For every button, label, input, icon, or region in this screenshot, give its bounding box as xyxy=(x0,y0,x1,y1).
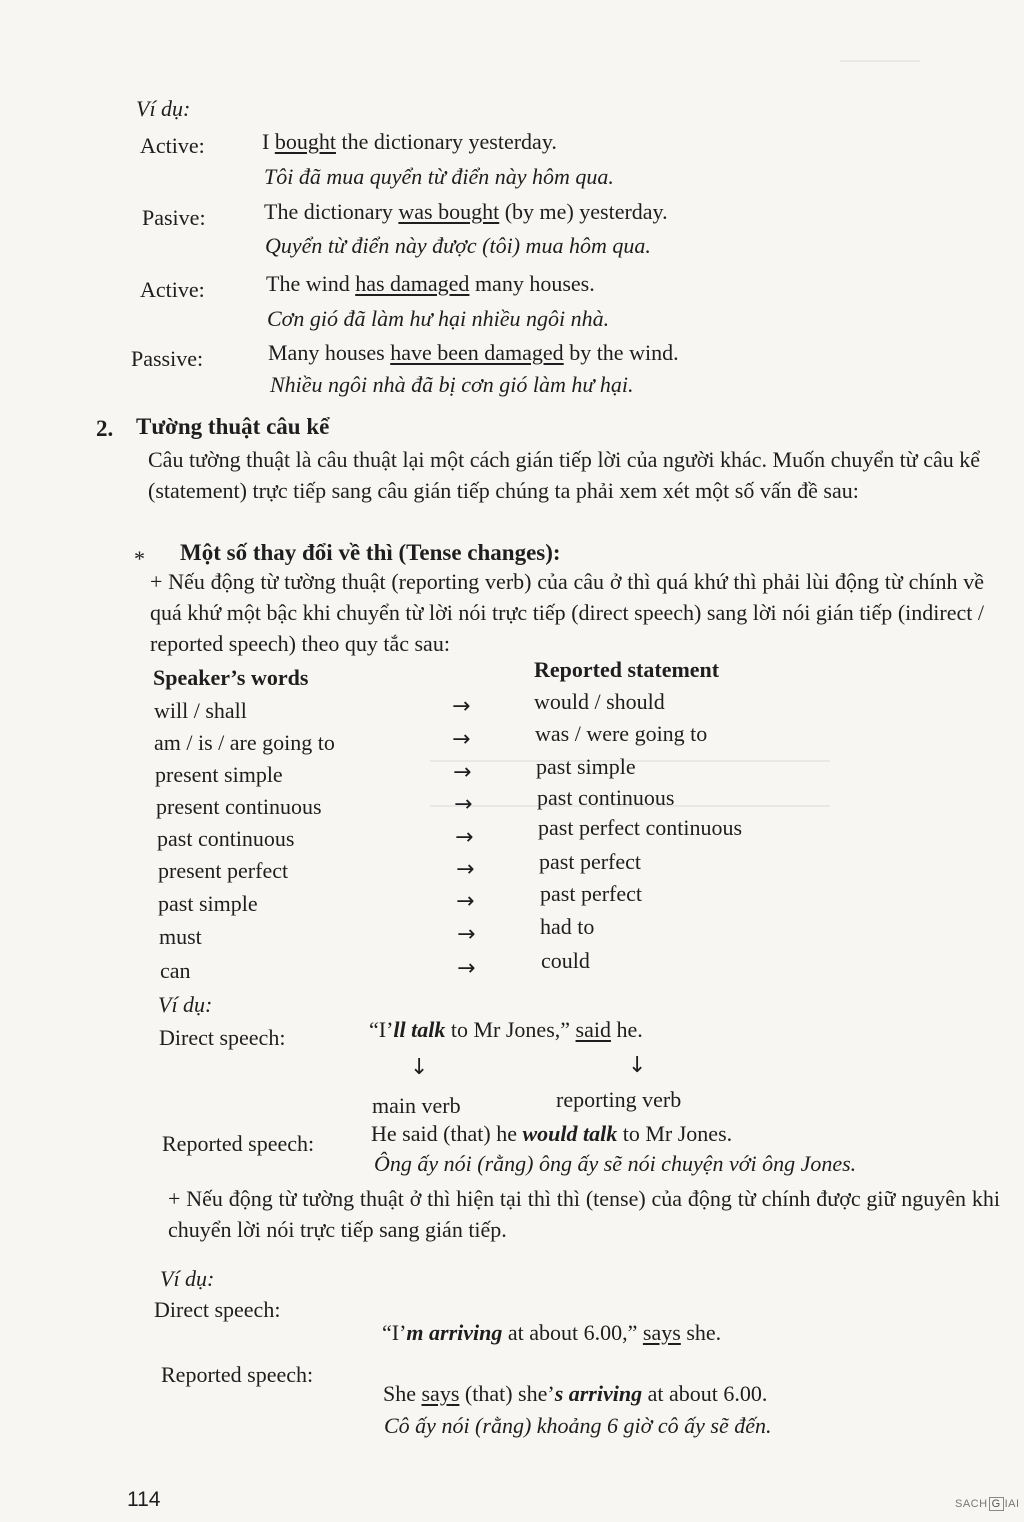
sentence-part: (that) she’ xyxy=(459,1381,555,1406)
down-arrow-icon: ↓ xyxy=(410,1055,429,1080)
example2-reported-label: Reported speech: xyxy=(162,1131,315,1156)
sentence-part: he. xyxy=(610,1017,643,1042)
sentence-part: the dictionary yesterday. xyxy=(335,129,557,154)
table-from: present continuous xyxy=(156,794,322,819)
table-to: would / should xyxy=(534,689,665,714)
sentence-part: at about 6.00. xyxy=(642,1381,768,1406)
example1-vi-du: Ví dụ: xyxy=(136,96,191,121)
example2-vi-du: Ví dụ: xyxy=(158,992,213,1017)
example2-direct-sentence xyxy=(369,1017,643,1043)
table-from: present perfect xyxy=(158,858,289,883)
table-from: can xyxy=(160,958,191,983)
example1-row1-sentence xyxy=(262,129,557,155)
label-reporting-verb: reporting verb xyxy=(556,1087,682,1112)
right-arrow-icon: → xyxy=(452,694,471,719)
sentence-part: she. xyxy=(680,1320,722,1345)
example3-reported-sentence xyxy=(383,1381,767,1407)
example1-row2-sentence xyxy=(264,199,668,225)
table-to: past perfect xyxy=(539,849,641,874)
example3-direct-label: Direct speech: xyxy=(154,1297,281,1322)
right-arrow-icon: → xyxy=(454,792,473,817)
table-from: present simple xyxy=(155,762,283,787)
sentence-part: He said (that) he xyxy=(371,1121,523,1146)
main-verb-text: s arriving xyxy=(554,1381,643,1406)
table-from: am / is / are going to xyxy=(154,730,335,755)
example1-row3-label: Active: xyxy=(140,277,205,302)
example1-row1-translation: Tôi đã mua quyển từ điển này hôm qua. xyxy=(264,164,614,189)
sentence-part: I xyxy=(262,129,275,154)
bleed-through-mark xyxy=(840,60,920,62)
table-from: past simple xyxy=(158,891,258,916)
section-intro: Câu tường thuật là câu thuật lại một cách gián tiếp lời của người khác. Muốn chuyển từ câu kể (statement) trực tiếp sang câu gián tiếp chúng ta phải xem xét một số vấn đề sau: xyxy=(148,447,980,503)
table-to: was / were going to xyxy=(535,721,708,746)
example1-row4-label: Passive: xyxy=(131,346,204,371)
bullet-star: * xyxy=(134,546,145,571)
example2-reported-sentence xyxy=(371,1121,732,1147)
table-from: will / shall xyxy=(154,698,247,723)
reporting-verb-text: says xyxy=(421,1381,460,1406)
main-verb-text: m arriving xyxy=(406,1320,503,1345)
page-number: 114 xyxy=(127,1488,161,1511)
table-header-reported-statement: Reported statement xyxy=(534,657,720,682)
table-to: had to xyxy=(540,914,595,939)
subheading-tense-changes: Một số thay đổi về thì (Tense changes): xyxy=(180,540,561,565)
rule2-paragraph: + Nếu động từ tường thuật ở thì hiện tại thì thì (tense) của động từ chính được giữ nguyên khi chuyển lời nói trực tiếp sang gián tiếp. xyxy=(168,1186,1000,1242)
table-from: past continuous xyxy=(157,826,295,851)
section-number: 2. xyxy=(96,416,114,441)
sentence-part: “I’ xyxy=(369,1017,394,1042)
example1-row2-label: Pasive: xyxy=(142,205,206,230)
example2-translation: Ông ấy nói (rằng) ông ấy sẽ nói chuyện với ông Jones. xyxy=(374,1151,857,1176)
right-arrow-icon: → xyxy=(455,825,474,850)
sentence-part: to Mr Jones,” xyxy=(445,1017,576,1042)
main-verb-text: ll talk xyxy=(393,1017,446,1042)
down-arrow-icon: ↓ xyxy=(628,1053,647,1078)
sentence-part: The dictionary xyxy=(264,199,399,224)
sentence-part: many houses. xyxy=(469,271,595,296)
example3-vi-du: Ví dụ: xyxy=(160,1266,215,1291)
table-from: must xyxy=(159,924,202,949)
section-title: Tường thuật câu kể xyxy=(136,414,330,439)
underlined-verb: was bought xyxy=(398,199,500,224)
underlined-verb: bought xyxy=(274,129,336,154)
right-arrow-icon: → xyxy=(457,922,476,947)
sentence-part: Many houses xyxy=(268,340,391,365)
reporting-verb-text: says xyxy=(642,1320,681,1345)
table-header-speakers-words: Speaker’s words xyxy=(153,665,309,690)
right-arrow-icon: → xyxy=(456,889,475,914)
example3-direct-sentence xyxy=(382,1320,721,1346)
example2-direct-label: Direct speech: xyxy=(159,1025,286,1050)
table-to: past simple xyxy=(536,754,636,779)
watermark-logo: SACH G IAI xyxy=(955,1498,1020,1510)
right-arrow-icon: → xyxy=(453,760,472,785)
underlined-verb: has damaged xyxy=(355,271,470,296)
sentence-part: (by me) yesterday. xyxy=(499,199,668,224)
table-to: past continuous xyxy=(537,785,675,810)
sentence-part: to Mr Jones. xyxy=(617,1121,733,1146)
table-to: past perfect continuous xyxy=(538,815,743,840)
example1-row3-translation: Cơn gió đã làm hư hại nhiều ngôi nhà. xyxy=(267,306,610,331)
example1-row3-sentence xyxy=(266,271,595,297)
main-verb-text: would talk xyxy=(522,1121,618,1146)
sentence-part: at about 6.00,” xyxy=(502,1320,643,1345)
example1-row4-translation: Nhiều ngôi nhà đã bị cơn gió làm hư hại. xyxy=(270,372,634,397)
rule1-paragraph: + Nếu động từ tường thuật (reporting verb) của câu ở thì quá khứ thì phải lùi động từ chính về quá khứ một bậc khi chuyển từ lời nói trực tiếp (direct speech) sang lời nói gián tiếp (indirect / reported speech) theo quy tắc sau: xyxy=(150,569,984,656)
sentence-part: She xyxy=(383,1381,422,1406)
sentence-part: The wind xyxy=(266,271,356,296)
example3-reported-label: Reported speech: xyxy=(161,1362,314,1387)
example3-translation: Cô ấy nói (rằng) khoảng 6 giờ cô ấy sẽ đến. xyxy=(384,1413,772,1438)
sentence-part: “I’ xyxy=(382,1320,407,1345)
table-to: could xyxy=(541,948,590,973)
right-arrow-icon: → xyxy=(452,727,471,752)
underlined-verb: have been damaged xyxy=(390,340,564,365)
example1-row1-label: Active: xyxy=(140,133,205,158)
right-arrow-icon: → xyxy=(457,956,476,981)
reporting-verb-text: said xyxy=(575,1017,611,1042)
example1-row4-sentence xyxy=(268,340,679,366)
example1-row2-translation: Quyển từ điển này được (tôi) mua hôm qua. xyxy=(265,233,651,258)
sentence-part: by the wind. xyxy=(563,340,679,365)
table-to: past perfect xyxy=(540,881,642,906)
right-arrow-icon: → xyxy=(456,857,475,882)
label-main-verb: main verb xyxy=(372,1093,461,1118)
